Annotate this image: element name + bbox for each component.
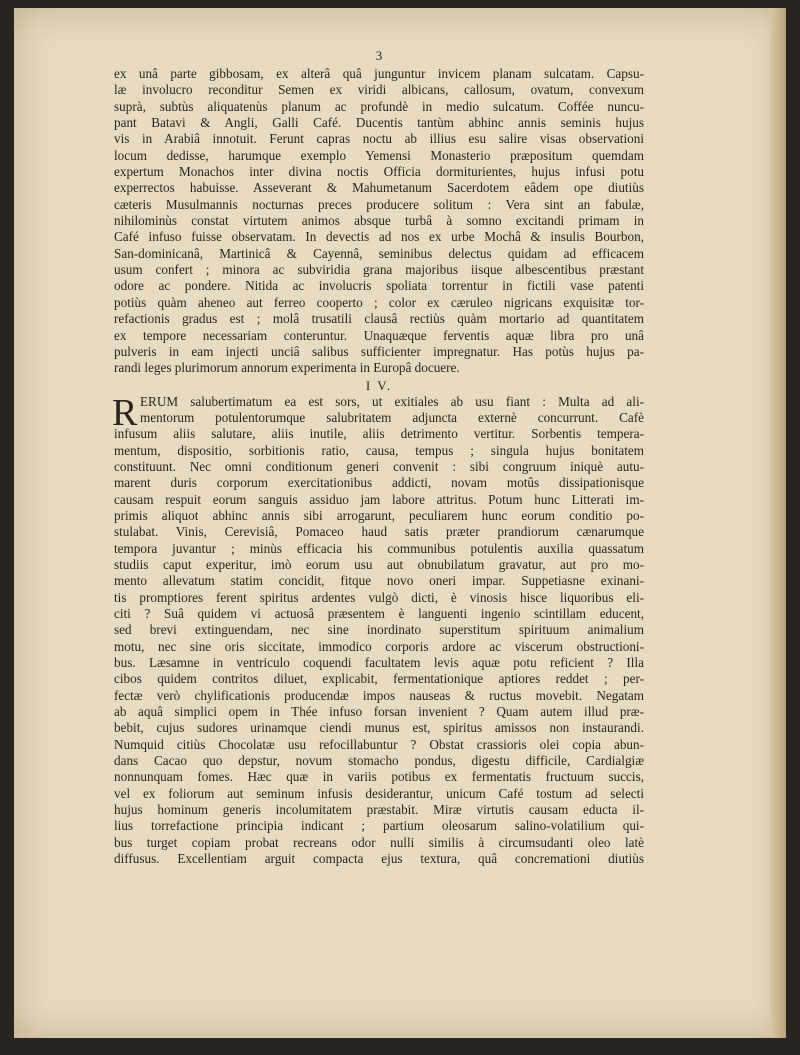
page-edge (770, 8, 786, 1038)
book-page (14, 8, 786, 1038)
text-line: vel ex foliorum aut seminum infusis desiderantur, unicum Café tostum ad selecti (114, 785, 644, 801)
text-line: cibos quidem contritos diluet, explicabit, fermentationique aptiores reddet ; per- (114, 671, 644, 687)
text-line: bus. Læsamne in ventriculo coquendi facultatem levis aquæ potu reficient ? Illa (114, 655, 644, 671)
text-line: studiis caput experitur, imò eorum usu aut obnubilatum gravatur, aut pro mo- (114, 556, 644, 572)
text-line: nonnunquam fomes. Hæc quæ in variis potibus ex fermentatis fructuum succis, (114, 769, 644, 785)
text-line: diffusus. Excellentiam arguit compacta ejus textura, quâ concremationi diutiùs (114, 851, 644, 867)
text-line: refactionis gradus est ; molâ trusatili clausâ rectiùs quàm mortario ad quantitatem (114, 311, 644, 327)
section-heading: I V. (365, 377, 393, 393)
text-block (114, 48, 644, 868)
text-line: mento allevatum statim concidit, fitque novo oneri impar. Suppetiasne exinani- (114, 573, 644, 589)
text-line: læ involucro reconditur Semen ex viridi albicans, callosum, ovatum, convexum (114, 82, 644, 98)
text-line: ex tempore necessariam conteruntur. Unaquæque ferventis aquæ libra pro unâ (114, 327, 644, 343)
text-line: primis aliquot abhinc annis sibi arrogarunt, peculiarem hunc eorum conditio po- (114, 507, 644, 523)
text-line: pant Batavi & Angli, Galli Café. Ducentis tantùm abhinc annis seminis hujus (114, 115, 644, 131)
paragraph-1 (114, 66, 644, 377)
text-line: fectæ verò chylificationis producendæ impos nauseas & ructus movebit. Negatam (114, 687, 644, 703)
text-line: experrectos habuisse. Asseverant & Mahumetanum Sacerdotem eâdem ope diutiùs (114, 180, 644, 196)
paragraph-2 (114, 426, 644, 867)
text-line: tempora juvantur ; minùs efficacia his communibus potulentis auxilia quassatum (114, 540, 644, 556)
text-line: potiùs quàm aheneo aut ferreo cooperto ; color ex cæruleo nigricans exquisitæ tor- (114, 294, 644, 310)
text-line: odore ac pondere. Nitida ac involucris spoliata torrentur in fictili vase patenti (114, 278, 644, 294)
text-line: motu, nec sine oris siccitate, immodico corporis ardore ac viscerum obstructioni- (114, 638, 644, 654)
text-line: expertum Monachos inter divina noctis Officia dormiturientes, hujus infusi potu (114, 164, 644, 180)
text-line: hujus hominum generis incolumitatem præstabit. Miræ virtutis causam educta il- (114, 802, 644, 818)
text-line: randi leges plurimorum annorum experimenta in Europâ docuere. (114, 360, 460, 376)
text-line: bebit, cujus sudores urinamque ciendi munus est, spiritus amissos non instaurandi. (114, 720, 644, 736)
text-line: constituunt. Nec omni conditionum generi convenit : sibi congruum iniquè autu- (114, 458, 644, 474)
text-line: pulveris in eam injecti unciâ salibus sufficienter impregnatur. Has potùs hujus pa- (114, 343, 644, 359)
dropcap-letter: R (112, 391, 138, 434)
text-line: citi ? Suâ quidem vi actuosâ præsentem è languenti ingenio scintillam educent, (114, 606, 644, 621)
page-number: 3 (375, 48, 383, 63)
text-line: vis in Arabiâ innotuit. Ferunt capras noctu ab illius esu salire visas observationi (114, 131, 644, 147)
text-line: bus turget copiam probat recreans odor nulli similis à circumsudanti oleo latè (114, 834, 644, 850)
text-line: ERUM salubertimatum ea est sors, ut exitiales ab usu fiant : Multa ad ali- (140, 393, 644, 409)
text-line: mentorum potulentorumque salubritatem adjuncta externè concurrunt. Cafè (140, 409, 644, 425)
text-line: locum dedisse, harumque exemplo Yemensi Monasterio præpositum quemdam (114, 147, 644, 163)
text-line: usum confert ; minora ac subviridia grana majoribus iisque albescentibus præstant (114, 262, 644, 278)
text-line: nihilominùs constat virtutem animos absque turbâ à somno excitandi primam in (114, 213, 644, 229)
text-line: lius torrefactione principia indicant ; partium oleosarum salino-volatilium qui- (114, 818, 644, 834)
text-line: San-dominicanâ, Martinicâ & Cayennâ, seminibus delectus quidam ad efficacem (114, 245, 644, 261)
text-line: causam respuit eorum sanguis assiduo jam labore attritus. Potum hunc Litterati im- (114, 491, 644, 507)
text-line: stulabat. Vinis, Cerevisiâ, Pomaceo haud satis præter prandiorum cænarumque (114, 524, 644, 540)
text-line: tis promptiores ferent spiritus ardentes vulgò dicti, è vinosis hisce liquoribus eli- (114, 589, 644, 605)
text-line: infusum aliis salutare, aliis inutile, aliis detrimento vertitur. Sorbentis tempera- (114, 426, 644, 442)
text-line: sed brevi extinguendam, nec sine inordinato superstitum spirituum animalium (114, 622, 644, 638)
text-line: Numquid citiùs Chocolatæ usu refocillabuntur ? Obstat crassioris olei copia abun- (114, 736, 644, 752)
text-line: ex unâ parte gibbosam, ex alterâ quâ junguntur invicem planam sulcatam. Capsu- (114, 66, 644, 81)
text-line: marent duris corporum exercitationibus addicti, novam motûs dissipationisque (114, 475, 644, 491)
text-line: ab aquâ simplici opem in Thée infuso forsan invenient ? Quam autem illud præ- (114, 704, 644, 720)
text-line: cæteris Musulmannis nocturnas preces producere solitum : Vera sint an fabulæ, (114, 196, 644, 212)
text-line: mentum, dispositio, sorbitionis ratio, causa, tempus ; singula hujus bonitatem (114, 442, 644, 458)
text-line: Café infuso fuisse observatam. In devectis ad nos ex urbe Mochâ & insulis Bourbon, (114, 229, 644, 245)
text-line: suprà, subtùs aliquatenùs planum ac profundè in medio sulcatum. Coffée nuncu- (114, 98, 644, 114)
text-line: dans Cacao quo depstur, novum stomacho pondus, digestu difficile, Cardialgiæ (114, 753, 644, 769)
